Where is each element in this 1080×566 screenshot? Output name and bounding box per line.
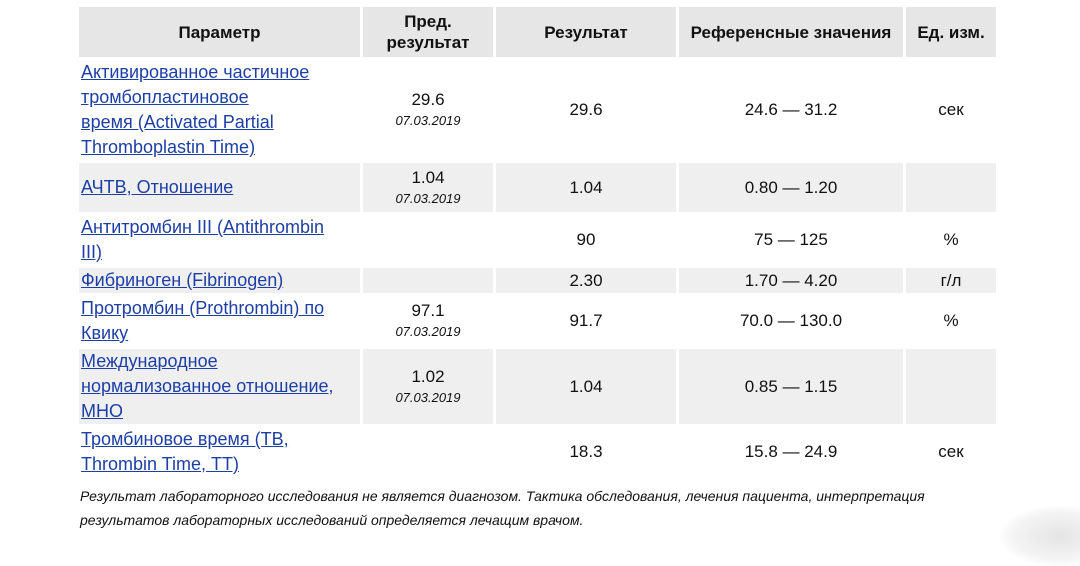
- reference-range: 24.6 — 31.2: [679, 60, 903, 160]
- table-row: [79, 163, 996, 212]
- reference-range: 1.70 — 4.20: [679, 268, 903, 293]
- table-header-row: [79, 7, 996, 57]
- header-reference: Референсные значения: [679, 7, 903, 57]
- corner-shadow: [1000, 506, 1080, 566]
- result-value: 1.04: [496, 349, 676, 424]
- param-link[interactable]: Антитромбин III (Antithrombin III): [81, 217, 325, 262]
- unit: [906, 163, 996, 212]
- header-param: Параметр: [79, 7, 360, 57]
- result-value: 91.7: [496, 296, 676, 346]
- unit: %: [906, 215, 996, 265]
- reference-range: 15.8 — 24.9: [679, 427, 903, 477]
- prev-date: 07.03.2019: [395, 190, 461, 206]
- table-row: [79, 349, 996, 424]
- disclaimer-note: Результат лабораторного исследования не является диагнозом. Тактика обследования, лечения пациента, интерпретация результатов лабораторных исследований определяется лечащим врачом.: [80, 488, 925, 528]
- param-link[interactable]: Фибриноген (Fibrinogen): [81, 270, 284, 290]
- prev-date: 07.03.2019: [395, 113, 461, 128]
- result-value: 18.3: [496, 427, 676, 477]
- prev-value: 1.02: [411, 366, 445, 386]
- unit: %: [906, 296, 996, 346]
- prev-value: 1.04: [411, 167, 445, 187]
- param-link[interactable]: Тромбиновое время (ТВ, Thrombin Time, ТТ): [81, 429, 289, 474]
- reference-range: 70.0 — 130.0: [679, 296, 903, 346]
- param-link[interactable]: Активированное частичное тромбопластиновое время (Activated Partial Thromboplastin Time): [81, 62, 310, 157]
- reference-range: 0.80 — 1.20: [679, 163, 903, 212]
- header-unit: Ед. изм.: [906, 7, 996, 57]
- prev-value: 97.1: [411, 301, 445, 320]
- table-row: [79, 268, 996, 293]
- prev-date: 07.03.2019: [395, 324, 461, 339]
- prev-value: 29.6: [411, 90, 445, 109]
- param-link[interactable]: Протромбин (Prothrombin) по Квику: [81, 298, 325, 343]
- result-value: 29.6: [496, 60, 676, 160]
- unit: сек: [906, 427, 996, 477]
- reference-range: 0.85 — 1.15: [679, 349, 903, 424]
- param-link[interactable]: АЧТВ, Отношение: [81, 177, 234, 197]
- result-value: 2.30: [496, 268, 676, 293]
- table-row: [79, 215, 996, 265]
- unit: сек: [906, 60, 996, 160]
- table-row: [79, 427, 996, 477]
- header-result: Результат: [496, 7, 676, 57]
- result-value: 90: [496, 215, 676, 265]
- reference-range: 75 — 125: [679, 215, 903, 265]
- result-value: 1.04: [496, 163, 676, 212]
- unit: г/л: [906, 268, 996, 293]
- table-row: [79, 296, 996, 346]
- table-row: [79, 60, 996, 160]
- lab-results-table: [76, 4, 999, 480]
- prev-date: 07.03.2019: [395, 389, 461, 405]
- unit: [906, 349, 996, 424]
- param-link[interactable]: Международное нормализованное отношение, МНО: [81, 351, 334, 421]
- header-prev-result: Пред. результат: [363, 7, 493, 57]
